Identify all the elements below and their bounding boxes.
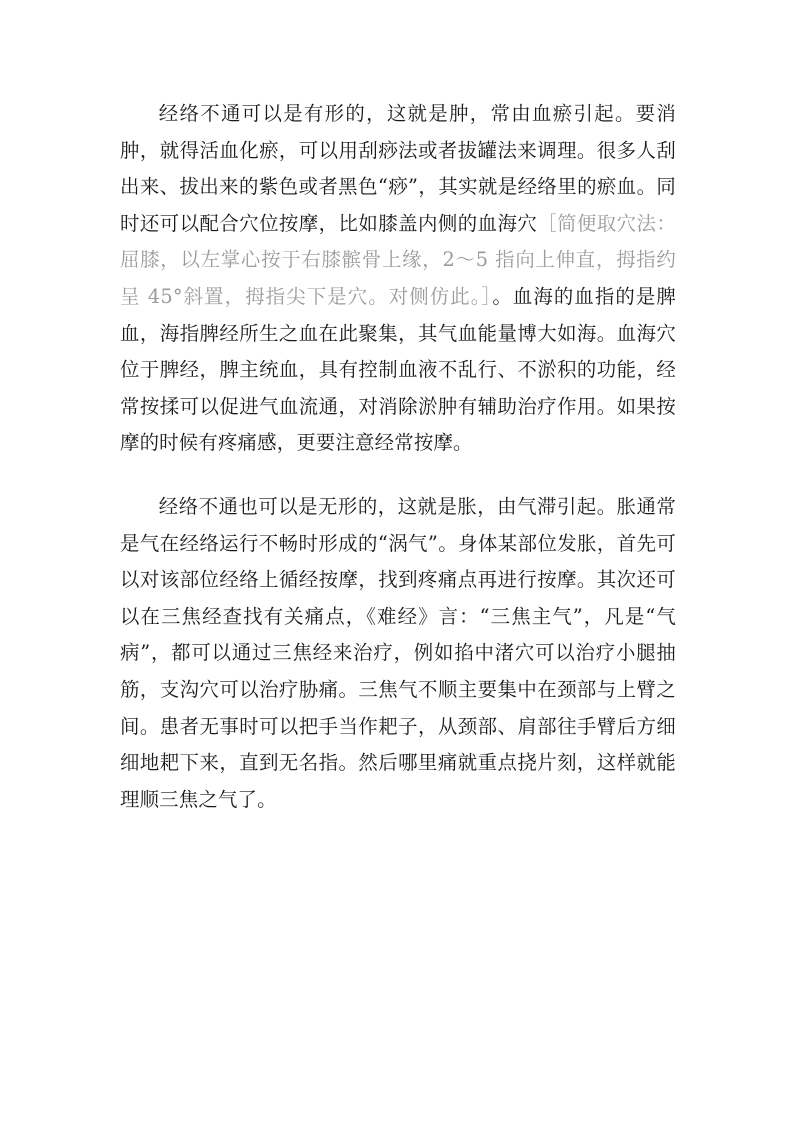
paragraph-distension: 经络不通也可以是无形的，这就是胀，由气滞引起。胀通常是气在经络运行不畅时形成的“涡气”。身体某部位发胀，首先可以对该部位经络上循经按摩，找到疼痛点再进行按摩。其次还可以在三焦经查找有关痛点，《难经》言：“三焦主气”，凡是“气病”，都可以通过三焦经来治疗，例如掐中渚穴可以治疗小腿抽筋，支沟穴可以治疗胁痛。三焦气不顺主要集中在颈部与上臂之间。患者无事时可以把手当作耙子，从颈部、肩部往手臂后方细细地耙下来，直到无名指。然后哪里痛就重点挠片刻，这样就能理顺三焦之气了。 [120,494,676,811]
paragraph-swelling [120,96,676,462]
document-body [120,96,676,818]
paragraph-swelling-continuation: 。血海的血指的是脾血，海指脾经所生之血在此聚集，其气血能量博大如海。血海穴位于脾经，脾主统血，具有控制血液不乱行、不淤积的功能，经常按揉可以促进气血流通，对消除淤肿有辅助治疗作用。如果按摩的时候有疼痛感，更要注意经常按摩。 [120,284,676,455]
acupoint-location-note: ［简便取穴法：屈膝，以左掌心按于右膝髌骨上缘，2～5 指向上伸直，拇指约呈 45°斜置，拇指尖下是穴。对侧仿此。］ [120,211,676,308]
paragraph-swelling-text: 经络不通可以是有形的，这就是肿，常由血瘀引起。要消肿，就得活血化瘀，可以用刮痧法或者拔罐法来调理。很多人刮出来、拔出来的紫色或者黑色“痧”，其实就是经络里的瘀血。同时还可以配合穴位按摩，比如膝盖内侧的血海穴 [120,102,676,235]
